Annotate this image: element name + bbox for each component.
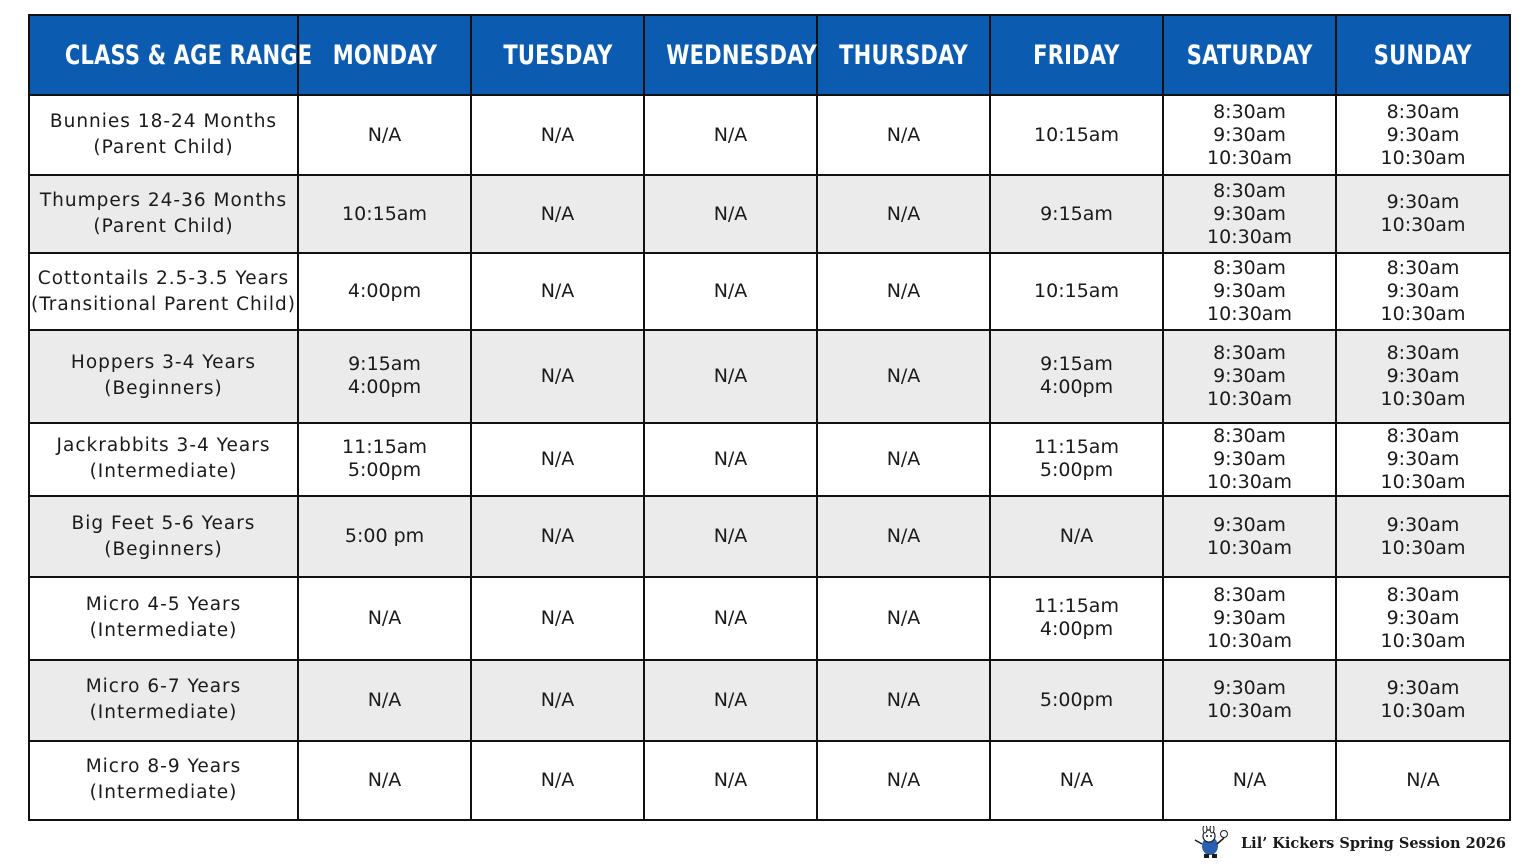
class-age-cell [29,253,298,329]
header-saturday: SATURDAY [1163,15,1336,95]
time-slot: N/A [367,688,402,711]
schedule-cell-friday [990,496,1163,577]
header-monday: MONDAY [298,15,471,95]
time-slot: N/A [367,606,402,629]
time-slot: 8:30am [1386,424,1460,447]
schedule-cell-wednesday [644,423,817,496]
time-slot: 8:30am [1213,179,1286,202]
class-name: Micro 4-5 Years [85,594,242,616]
time-slot: 5:00pm [1039,688,1114,711]
class-age-cell [29,741,298,820]
schedule-cell-saturday [1163,423,1336,496]
schedule-cell-friday [990,741,1163,820]
time-slot: 10:15am [1034,280,1119,303]
time-slot: N/A [540,280,575,303]
table-row [29,423,1510,496]
time-slot: 10:15am [342,202,427,225]
time-slot: 9:30am [1213,606,1286,629]
schedule-cell-monday [298,741,471,820]
time-slot: 9:30am [1213,202,1286,225]
schedule-cell-tuesday [471,496,644,577]
time-slot: N/A [540,688,575,711]
time-slot: 10:30am [1380,700,1466,723]
schedule-cell-wednesday [644,253,817,329]
time-slot: 10:30am [1207,700,1292,723]
time-slot: N/A [540,447,575,470]
schedule-cell-sunday [1336,423,1510,496]
time-slot: N/A [713,364,748,387]
table-row [29,175,1510,253]
schedule-cell-saturday [1163,95,1336,175]
schedule-cell-tuesday [471,330,644,423]
time-slot: 10:30am [1207,629,1292,652]
time-slot: N/A [713,280,748,303]
schedule-cell-friday [990,253,1163,329]
class-age-cell [29,496,298,577]
time-slot: N/A [713,202,748,225]
schedule-cell-friday [990,175,1163,253]
schedule-cell-saturday [1163,496,1336,577]
time-slot: N/A [886,768,921,791]
schedule-cell-tuesday [471,660,644,741]
header-row [29,15,1510,95]
time-slot: N/A [1059,525,1094,548]
time-slot: N/A [886,688,921,711]
time-slot: 8:30am [1386,583,1460,606]
class-level: (Intermediate) [89,782,238,804]
schedule-cell-saturday [1163,330,1336,423]
schedule-cell-tuesday [471,95,644,175]
class-level: (Transitional Parent Child) [30,293,297,315]
time-slot: 9:30am [1213,677,1286,700]
time-slot: N/A [540,364,575,387]
schedule-cell-thursday [817,330,990,423]
table-row [29,253,1510,329]
header-tuesday: TUESDAY [471,15,644,95]
schedule-cell-monday [298,496,471,577]
schedule-cell-wednesday [644,175,817,253]
class-name: Thumpers 24-36 Months [39,190,288,212]
time-slot: 4:00pm [347,280,422,303]
table-row [29,660,1510,741]
header-friday: FRIDAY [990,15,1163,95]
schedule-cell-wednesday [644,496,817,577]
time-slot: N/A [713,606,748,629]
schedule-cell-sunday [1336,253,1510,329]
time-slot: 10:30am [1380,303,1466,326]
time-slot: 9:30am [1386,191,1460,214]
schedule-cell-thursday [817,660,990,741]
schedule-cell-friday [990,577,1163,659]
time-slot: 8:30am [1386,257,1460,280]
time-slot: N/A [713,768,748,791]
schedule-cell-sunday [1336,175,1510,253]
header-wednesday: WEDNESDAY [644,15,817,95]
schedule-cell-tuesday [471,253,644,329]
time-slot: 9:30am [1386,123,1460,146]
time-slot: N/A [886,606,921,629]
schedule-cell-friday [990,660,1163,741]
schedule-cell-tuesday [471,741,644,820]
class-name: Jackrabbits 3-4 Years [56,435,271,457]
time-slot: 9:30am [1386,513,1460,536]
schedule-cell-tuesday [471,577,644,659]
class-age-cell [29,423,298,496]
time-slot: 8:30am [1386,100,1460,123]
time-slot: 8:30am [1386,341,1460,364]
time-slot: 10:30am [1207,225,1292,248]
time-slot: 8:30am [1213,583,1286,606]
time-slot: 9:15am [1040,202,1113,225]
schedule-cell-sunday [1336,330,1510,423]
class-age-cell [29,330,298,423]
schedule-cell-sunday [1336,95,1510,175]
schedule-cell-thursday [817,95,990,175]
schedule-cell-friday [990,423,1163,496]
time-slot: 9:30am [1386,280,1460,303]
schedule-cell-thursday [817,175,990,253]
schedule-cell-sunday [1336,741,1510,820]
time-slot: N/A [713,525,748,548]
schedule-cell-monday [298,253,471,329]
class-age-cell [29,577,298,659]
schedule-cell-wednesday [644,330,817,423]
time-slot: N/A [886,202,921,225]
schedule-cell-sunday [1336,496,1510,577]
time-slot: 10:30am [1380,536,1466,559]
table-row [29,741,1510,820]
schedule-cell-monday [298,660,471,741]
time-slot: N/A [540,606,575,629]
schedule-cell-monday [298,175,471,253]
time-slot: 9:30am [1213,364,1286,387]
schedule-cell-thursday [817,496,990,577]
table-row [29,496,1510,577]
time-slot: 4:00pm [1039,376,1114,399]
class-level: (Parent Child) [93,216,234,238]
time-slot: N/A [713,123,748,146]
schedule-body [29,95,1510,820]
class-age-cell [29,95,298,175]
schedule-cell-saturday [1163,253,1336,329]
schedule-cell-wednesday [644,577,817,659]
time-slot: 8:30am [1213,341,1286,364]
time-slot: N/A [1232,768,1267,791]
schedule-cell-wednesday [644,660,817,741]
time-slot: 10:30am [1207,303,1292,326]
time-slot: N/A [1406,768,1440,791]
time-slot: 5:00 pm [344,525,425,548]
schedule-cell-thursday [817,253,990,329]
time-slot: 10:30am [1207,146,1292,169]
time-slot: N/A [367,768,402,791]
class-level: (Beginners) [104,538,223,560]
table-row [29,330,1510,423]
time-slot: N/A [886,447,921,470]
class-name: Cottontails 2.5-3.5 Years [37,267,290,289]
schedule-cell-tuesday [471,175,644,253]
class-name: Micro 6-7 Years [85,676,242,698]
time-slot: 9:30am [1386,606,1460,629]
schedule-cell-friday [990,330,1163,423]
time-slot: 9:30am [1386,677,1460,700]
time-slot: 9:30am [1213,513,1286,536]
class-name: Bunnies 18-24 Months [49,111,278,133]
time-slot: 10:30am [1207,387,1292,410]
time-slot: N/A [367,123,402,146]
time-slot: 10:30am [1380,214,1466,237]
time-slot: 5:00pm [347,459,422,482]
header-class-age-range: CLASS & AGE RANGE [29,15,298,95]
time-slot: 9:30am [1386,364,1460,387]
time-slot: N/A [540,525,575,548]
time-slot: 10:30am [1380,146,1466,169]
class-age-cell [29,660,298,741]
class-name: Big Feet 5-6 Years [71,512,256,534]
class-name: Hoppers 3-4 Years [70,352,257,374]
time-slot: 9:30am [1213,123,1286,146]
time-slot: 9:30am [1386,447,1460,470]
class-age-cell [29,175,298,253]
time-slot: N/A [886,525,921,548]
time-slot: 10:30am [1380,470,1466,493]
kicker-mascot-icon [1193,826,1229,860]
schedule-cell-saturday [1163,577,1336,659]
time-slot: N/A [886,123,921,146]
table-row [29,95,1510,175]
time-slot: N/A [886,280,921,303]
time-slot: 4:00pm [347,376,422,399]
class-level: (Intermediate) [89,702,238,724]
class-name: Micro 8-9 Years [85,756,242,778]
time-slot: 10:15am [1034,123,1119,146]
time-slot: N/A [540,123,575,146]
class-level: (Intermediate) [89,620,238,642]
schedule-cell-friday [990,95,1163,175]
schedule-cell-saturday [1163,660,1336,741]
schedule-cell-saturday [1163,741,1336,820]
header-thursday: THURSDAY [817,15,990,95]
class-level: (Parent Child) [93,137,234,159]
time-slot: 11:15am [342,436,427,459]
class-level: (Intermediate) [89,461,238,483]
schedule-cell-thursday [817,741,990,820]
time-slot: 5:00pm [1039,459,1114,482]
time-slot: 9:30am [1213,280,1286,303]
schedule-cell-monday [298,95,471,175]
class-level: (Beginners) [104,378,223,400]
time-slot: N/A [886,364,921,387]
time-slot: N/A [713,688,748,711]
time-slot: 8:30am [1213,100,1286,123]
footer [1193,826,1506,860]
time-slot: 9:15am [348,353,421,376]
class-schedule-table [28,14,1511,821]
time-slot: 10:30am [1207,470,1292,493]
schedule-cell-sunday [1336,577,1510,659]
footer-session-label: Lil’ Kickers Spring Session 2026 [1240,834,1506,852]
schedule-cell-monday [298,577,471,659]
schedule-cell-monday [298,330,471,423]
time-slot: 4:00pm [1039,618,1114,641]
time-slot: 8:30am [1213,257,1286,280]
schedule-cell-thursday [817,577,990,659]
schedule-cell-tuesday [471,423,644,496]
schedule-cell-wednesday [644,741,817,820]
time-slot: 11:15am [1034,595,1119,618]
schedule-cell-saturday [1163,175,1336,253]
table-row [29,577,1510,659]
schedule-cell-monday [298,423,471,496]
time-slot: 10:30am [1380,387,1466,410]
time-slot: 9:15am [1040,353,1113,376]
schedule-cell-thursday [817,423,990,496]
time-slot: N/A [540,202,575,225]
time-slot: 10:30am [1207,536,1292,559]
time-slot: 8:30am [1213,424,1286,447]
time-slot: 10:30am [1380,629,1466,652]
header-sunday: SUNDAY [1336,15,1510,95]
time-slot: 9:30am [1213,447,1286,470]
schedule-cell-wednesday [644,95,817,175]
time-slot: N/A [1059,768,1094,791]
time-slot: N/A [713,447,748,470]
time-slot: N/A [540,768,575,791]
schedule-cell-sunday [1336,660,1510,741]
time-slot: 11:15am [1034,436,1119,459]
